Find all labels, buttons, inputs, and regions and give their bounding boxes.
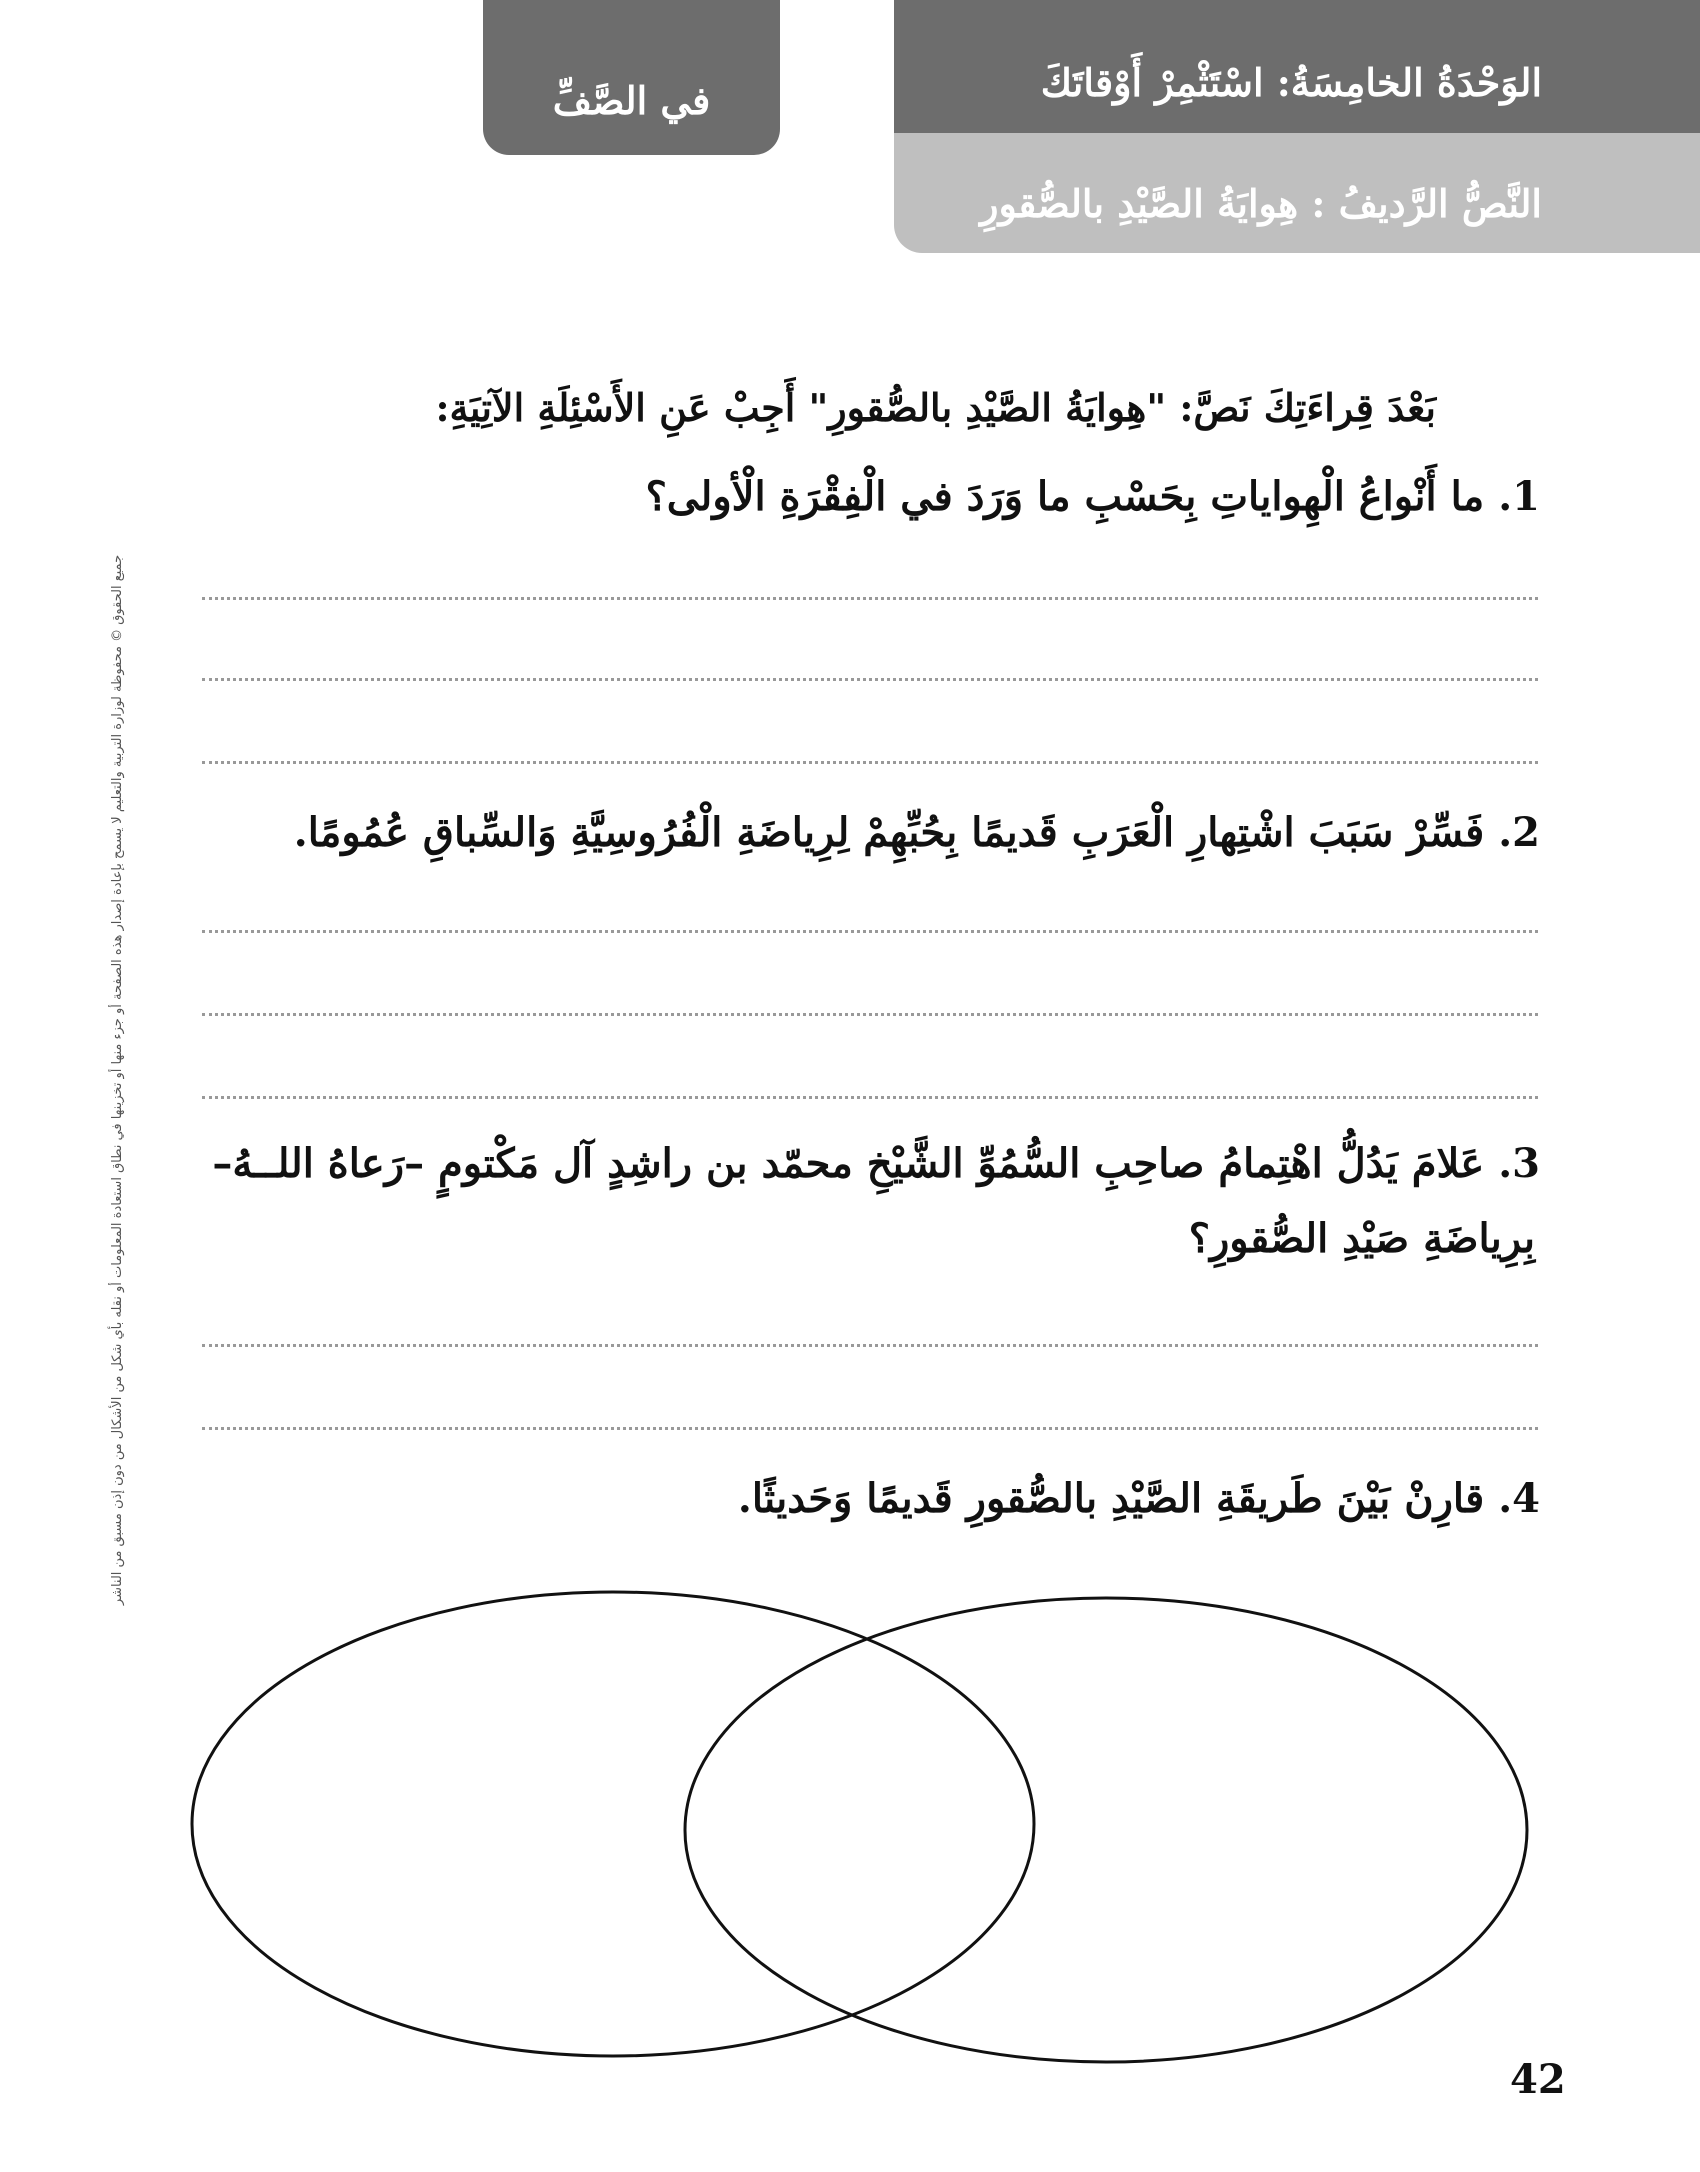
question-text: قارِنْ بَيْنَ طَريقَةِ الصَّيْدِ بالصُّقورِ قَديمًا وَحَديثًا. [737, 1475, 1485, 1522]
question-number: 4. [1498, 1475, 1540, 1522]
venn-circle-left[interactable] [192, 1592, 1034, 2056]
question-text: بِرِياضَةِ صَيْدِ الصُّقورِ؟ [1188, 1215, 1535, 1262]
answer-line[interactable] [202, 678, 1538, 681]
page-number: 42 [1510, 2056, 1566, 2103]
instruction-text: بَعْدَ قِراءَتِكَ نَصَّ: "هِوايَةُ الصَّيْدِ بالصُّقورِ" أَجِبْ عَنِ الأَسْئِلَةِ الآتِيَةِ: [435, 385, 1436, 430]
question-1 [646, 458, 1540, 536]
answer-line[interactable] [202, 930, 1538, 933]
question-3 [212, 1125, 1540, 1203]
answer-line[interactable] [202, 1013, 1538, 1016]
unit-title: الوَحْدَةُ الخامِسَةُ: اسْتَثْمِرْ أَوْقاتَكَ [1040, 60, 1542, 105]
question-number: 3. [1498, 1140, 1540, 1187]
question-text: ما أَنْواعُ الْهِواياتِ بِحَسْبِ ما وَرَدَ في الْفِقْرَةِ الْأولى؟ [645, 473, 1485, 520]
answer-line[interactable] [202, 1427, 1538, 1430]
venn-diagram [190, 1590, 1550, 2090]
answer-line[interactable] [202, 761, 1538, 764]
question-2 [294, 794, 1540, 872]
question-3-continued [1189, 1200, 1535, 1278]
answer-line[interactable] [202, 1096, 1538, 1099]
copyright-side-note: جميع الحقوق © محفوظة لوزارة التربية والتعليم لا يسمح بإعادة إصدار هذه الصفحة أو جزء منها أو تخزينها في نطاق استعادة المعلومات أو نقله بأي شكل من الأشكال من دون إذن مسبق من الناشر [110, 554, 125, 1606]
question-number: 1. [1498, 473, 1540, 520]
venn-circle-right[interactable] [685, 1598, 1527, 2062]
question-text: عَلامَ يَدُلُّ اهْتِمامُ صاحِبِ السُّمُوِّ الشَّيْخِ محمّد بن راشِدٍ آل مَكْتومٍ –رَعاهُ اللــهُ– [212, 1140, 1485, 1187]
answer-line[interactable] [202, 597, 1538, 600]
answer-line[interactable] [202, 1344, 1538, 1347]
question-number: 2. [1498, 809, 1540, 856]
unit-header-bar [894, 0, 1700, 133]
subtitle-bar [894, 133, 1700, 253]
in-class-tab [483, 0, 780, 155]
question-text: فَسِّرْ سَبَبَ اشْتِهارِ الْعَرَبِ قَديمًا بِحُبِّهِمْ لِرِياضَةِ الْفُرُوسِيَّةِ وَالسِّباقِ عُمُومًا. [293, 809, 1485, 856]
in-class-label: في الصَّفِّ [552, 78, 711, 123]
lesson-subtitle: النَّصُّ الرَّديفُ : هِوايَةُ الصَّيْدِ بالصُّقورِ [980, 181, 1542, 226]
question-4 [738, 1460, 1540, 1538]
